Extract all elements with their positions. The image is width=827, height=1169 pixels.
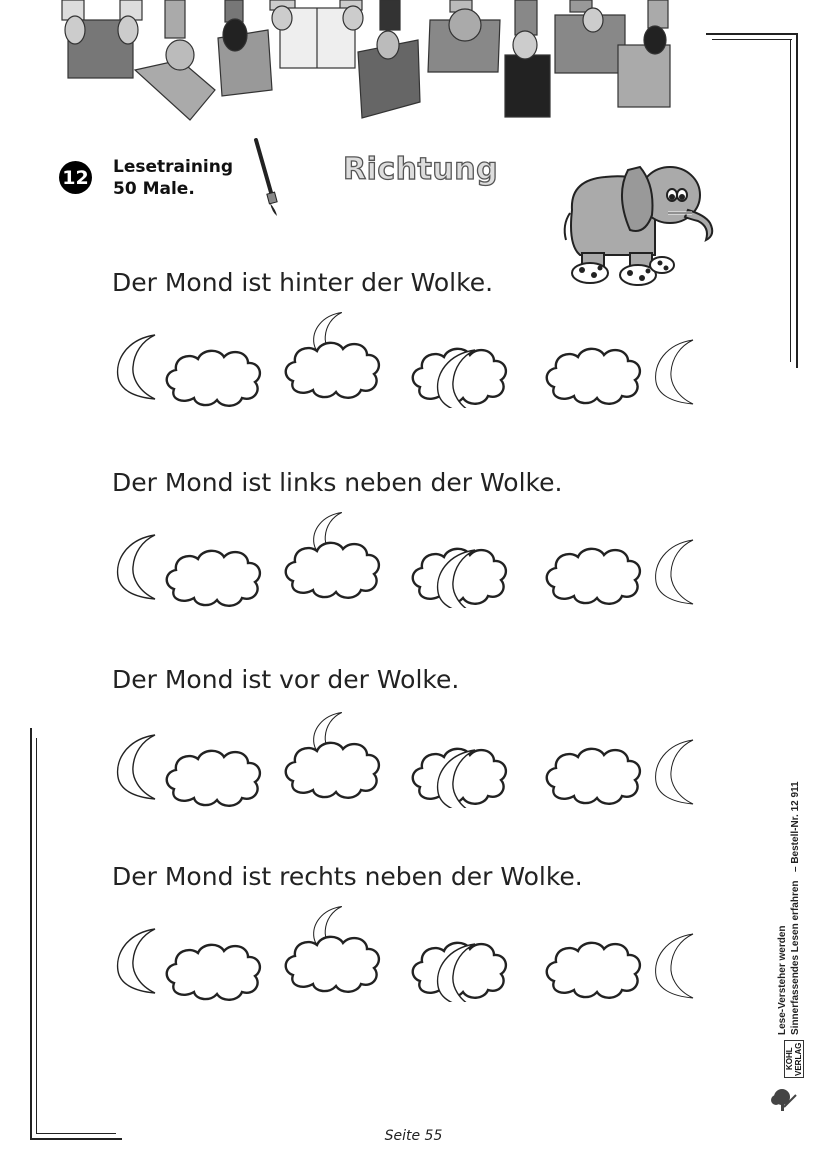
cloud-option (547, 549, 640, 604)
task-number-badge: 12 (59, 161, 92, 194)
moon-cloud-picture-row (108, 308, 708, 408)
moon-option (656, 540, 693, 604)
cloud-option (167, 351, 260, 406)
task-instruction: Lesetraining 50 Male. (113, 157, 234, 199)
cloud-option (167, 751, 260, 806)
tree-logo-icon (770, 1085, 800, 1113)
side-series-title: Lese-Versteher werden (777, 925, 788, 1035)
moon-cloud-picture-row (108, 508, 708, 608)
cloud-option (547, 749, 640, 804)
cloud-option (547, 349, 640, 404)
moon-cloud-picture-row (108, 708, 708, 808)
cloud-option (286, 343, 379, 398)
frame-top-right-h2 (712, 39, 792, 40)
exercise-sentence: Der Mond ist hinter der Wolke. (112, 268, 494, 297)
side-order-number: – Bestell-Nr. 12 911 (790, 781, 801, 872)
exercise-sentence: Der Mond ist vor der Wolke. (112, 665, 460, 694)
page-number: Seite 55 (384, 1128, 443, 1144)
publisher-logo-text: KOHL VERLAG (785, 1042, 803, 1076)
exercise-sentence: Der Mond ist rechts neben der Wolke. (112, 862, 583, 891)
moon-option (118, 335, 155, 399)
moon-option (118, 929, 155, 993)
moon-option (656, 934, 693, 998)
cloud-option (167, 551, 260, 606)
cloud-option (167, 945, 260, 1000)
side-series-subtitle: Sinnerfassendes Lesen erfahren (790, 880, 801, 1035)
cloud-option (547, 943, 640, 998)
exercise-sentence: Der Mond ist links neben der Wolke. (112, 468, 563, 497)
cloud-option (286, 543, 379, 598)
cloud-option (286, 743, 379, 798)
paintbrush-icon (250, 138, 282, 218)
frame-top-right-h (706, 33, 798, 35)
cloud-option (286, 937, 379, 992)
page-title: Richtung (343, 152, 499, 187)
moon-option (656, 340, 693, 404)
moon-option (118, 535, 155, 599)
frame-left-v (30, 728, 32, 1140)
moon-option (656, 740, 693, 804)
moon-option (118, 735, 155, 799)
frame-left-v2 (36, 738, 37, 1134)
frame-right-v2 (790, 39, 791, 362)
frame-right-v (796, 33, 798, 368)
moon-cloud-picture-row (108, 902, 708, 1002)
header-hands-books-illustration (40, 0, 700, 130)
elephant-illustration (560, 155, 720, 290)
publisher-logo (784, 1040, 804, 1078)
